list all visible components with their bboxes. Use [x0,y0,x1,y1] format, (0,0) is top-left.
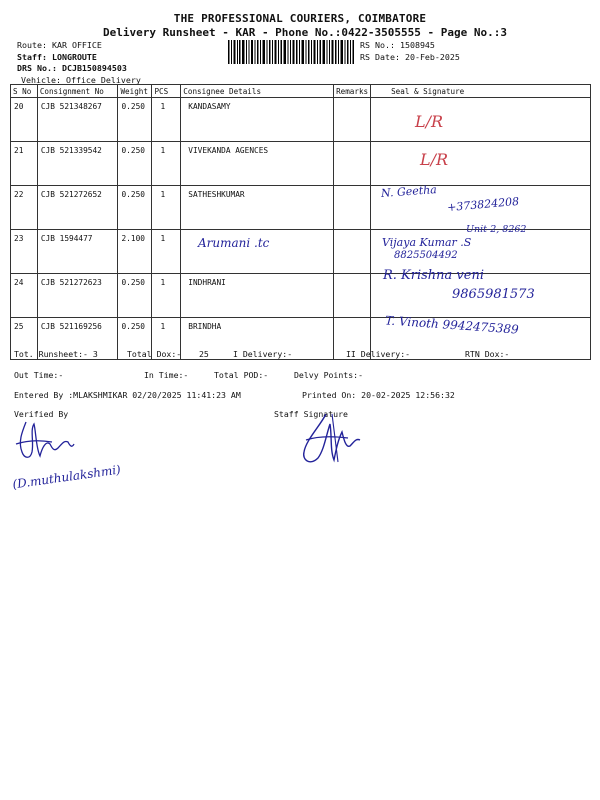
cell-consignment-no: CJB 521272652 [37,186,118,230]
ii-delivery: II Delivery:- [346,349,411,359]
cell-weight: 0.250 [118,186,152,230]
cell-sno: 25 [11,318,38,360]
meta-right [360,40,460,63]
runsheet-subtitle: Delivery Runsheet - KAR - Phone No.:0422-3505555 - Page No.:3 [103,26,507,39]
handwritten-name-row23: Vijaya Kumar .S [382,236,472,249]
in-time: In Time:- [144,370,189,380]
verifier-signature [12,418,82,468]
cell-pcs: 1 [152,274,181,318]
drs-no: DRS No.: DCJB150894503 [17,63,127,73]
rs-no: RS No.: 1508945 [360,40,435,50]
rs-date: RS Date: 20-Feb-2025 [360,51,460,62]
col-sno: S No [11,85,38,98]
cell-weight: 0.250 [118,318,152,360]
cell-pcs: 1 [152,142,181,186]
cell-weight: 0.250 [118,142,152,186]
handwritten-consignee-row23: Arumani .tc [198,236,270,250]
cell-sno: 24 [11,274,38,318]
col-weight: Weight [118,85,152,98]
company-title: THE PROFESSIONAL COURIERS, COIMBATORE [173,12,427,25]
cell-signature [371,98,591,142]
meta-left [17,40,141,86]
handwritten-row25: T. Vinoth 9942475389 [384,313,520,337]
cell-sno: 21 [11,142,38,186]
handwritten-phone-row22: +373824208 [446,194,520,215]
cell-consignee: VIVEKANDA AGENCES [181,142,334,186]
cell-consignee: BRINDHA [181,318,334,360]
cell-consignment-no: CJB 521339542 [37,142,118,186]
tot-runsheet: Tot. Runsheet:- 3 [14,349,98,359]
cell-remarks [334,186,371,230]
cell-pcs: 1 [152,318,181,360]
total-dox-value: 25 [199,349,209,359]
table-header-row [11,85,591,98]
cell-pcs: 1 [152,98,181,142]
cell-consignee: KANDASAMY [181,98,334,142]
runsheet-table [10,84,591,360]
handwritten-phone-row23: 8825504492 [394,250,458,261]
route: Route: KAR OFFICE [17,40,102,50]
cell-weight: 0.250 [118,274,152,318]
col-consignee: Consignee Details [181,85,334,98]
cell-pcs: 1 [152,230,181,274]
col-consignment-no: Consignment No [37,85,118,98]
cell-sno: 20 [11,98,38,142]
staff-signature-label: Staff Signature [274,409,348,419]
cell-remarks [334,274,371,318]
cell-consignment-no: CJB 521169256 [37,318,118,360]
table-row [11,230,591,274]
cell-consignment-no: CJB 1594477 [37,230,118,274]
entered-by: Entered By :MLAKSHMIKAR 02/20/2025 11:41:23 AM [14,390,241,400]
cell-consignment-no: CJB 521272623 [37,274,118,318]
cell-sno: 22 [11,186,38,230]
handwritten-name-row24: R. Krishna veni [383,268,485,283]
staff-signature [296,410,366,470]
vehicle: Vehicle: Office Delivery [21,74,141,85]
cell-weight: 2.100 [118,230,152,274]
handwritten-lr-row21: L/R [420,150,449,169]
total-pod: Total POD:- [214,370,269,380]
cell-weight: 0.250 [118,98,152,142]
total-dox-label: Total Dox:- [127,349,182,359]
handwritten-name-row22: N. Geetha [380,183,438,200]
cell-consignee: INDHRANI [181,274,334,318]
cell-remarks [334,142,371,186]
cell-consignment-no: CJB 521348267 [37,98,118,142]
delvy-points: Delvy Points:- [294,370,364,380]
col-pcs: PCS [152,85,181,98]
cell-consignee: SATHESHKUMAR [181,186,334,230]
barcode [228,40,354,64]
cell-pcs: 1 [152,186,181,230]
col-remarks: Remarks [334,85,371,98]
cell-sno: 23 [11,230,38,274]
printed-on: Printed On: 20-02-2025 12:56:32 [302,390,455,400]
col-seal-signature: Seal & Signature [371,85,591,98]
handwritten-lr-row20: L/R [415,112,444,131]
cell-remarks [334,98,371,142]
staff: Staff: LONGROUTE [17,51,97,62]
cell-remarks [334,230,371,274]
handwritten-unit-row23: Unit-2, 8262 [466,224,527,235]
i-delivery: I Delivery:- [233,349,293,359]
verified-by-label: Verified By [14,409,69,419]
verifier-name: (D.muthulakshmi) [11,462,122,492]
out-time: Out Time:- [14,370,64,380]
rtn-dox: RTN Dox:- [465,349,510,359]
table-row [11,98,591,142]
handwritten-phone-row24: 9865981573 [452,287,535,302]
table-row [11,142,591,186]
cell-signature [371,142,591,186]
